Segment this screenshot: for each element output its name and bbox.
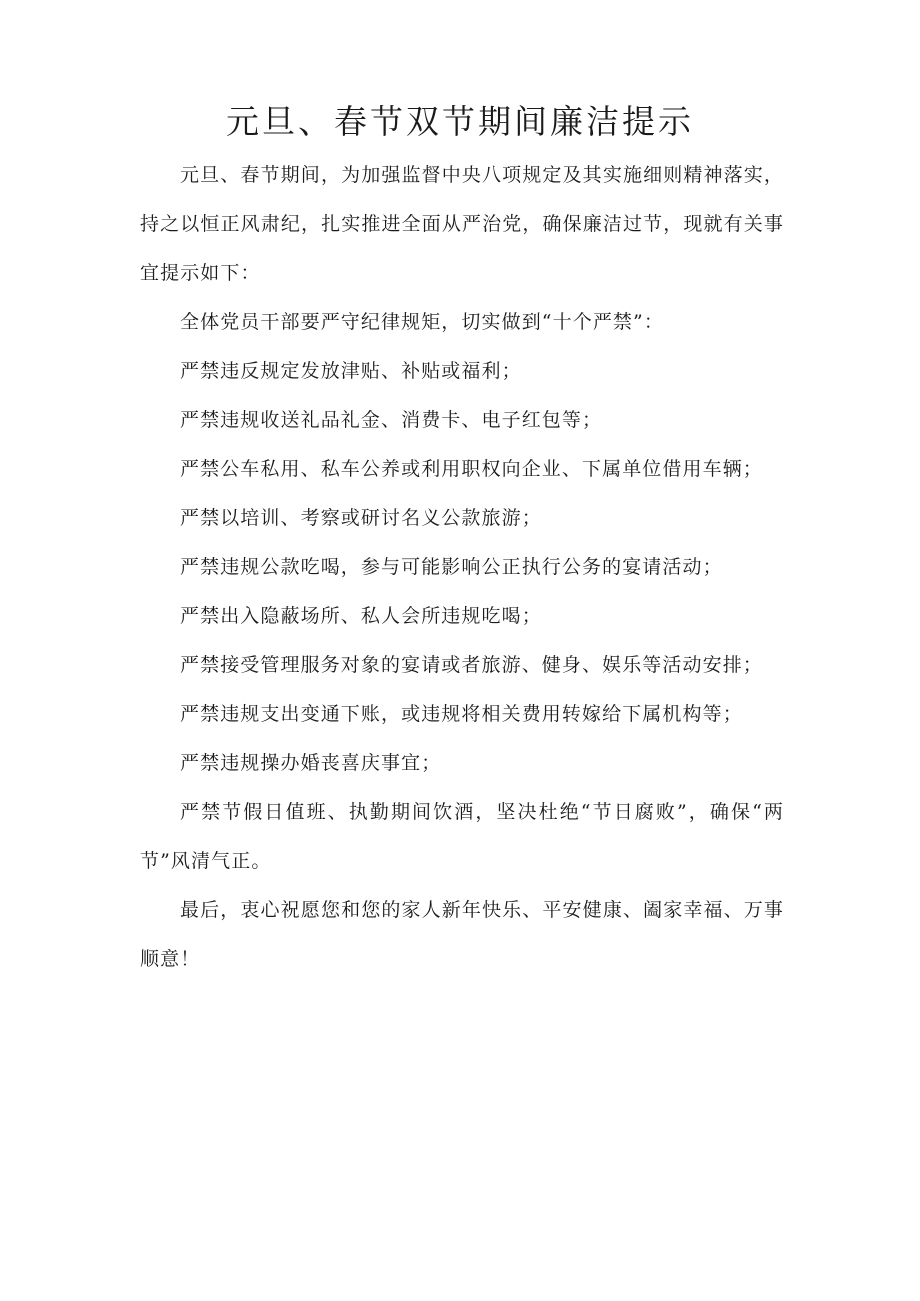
document-title: 元旦、春节双节期间廉洁提示 — [226, 102, 694, 141]
rule-item: 严禁接受管理服务对象的宴请或者旅游、健身、娱乐等活动安排； — [180, 654, 763, 676]
lead-paragraph: 全体党员干部要严守纪律规矩，切实做到“十个严禁”： — [180, 311, 664, 333]
rule-item: 严禁违规支出变通下账，或违规将相关费用转嫁给下属机构等； — [180, 703, 743, 725]
rule-item: 严禁节假日值班、执勤期间饮酒，坚决杜绝“节日腐败”，确保“两节”风清气正。 — [140, 801, 784, 872]
closing-paragraph: 最后，衷心祝愿您和您的家人新年快乐、平安健康、阖家幸福、万事顺意！ — [140, 899, 784, 970]
rule-item: 严禁违规收送礼品礼金、消费卡、电子红包等； — [180, 409, 603, 431]
rule-item: 严禁违规公款吃喝，参与可能影响公正执行公务的宴请活动； — [180, 556, 723, 578]
rule-item: 严禁出入隐蔽场所、私人会所违规吃喝； — [180, 605, 542, 627]
document-body — [140, 151, 784, 984]
rule-item: 严禁以培训、考察或研讨名义公款旅游； — [180, 507, 542, 529]
rule-item: 严禁公车私用、私车公养或利用职权向企业、下属单位借用车辆； — [180, 458, 763, 480]
rule-item: 严禁违反规定发放津贴、补贴或福利； — [180, 360, 522, 382]
intro-paragraph: 元旦、春节期间，为加强监督中央八项规定及其实施细则精神落实，持之以恒正风肃纪，扎实推进全面从严治党，确保廉洁过节，现就有关事宜提示如下： — [140, 164, 784, 284]
rule-item: 严禁违规操办婚丧喜庆事宜； — [180, 752, 442, 774]
